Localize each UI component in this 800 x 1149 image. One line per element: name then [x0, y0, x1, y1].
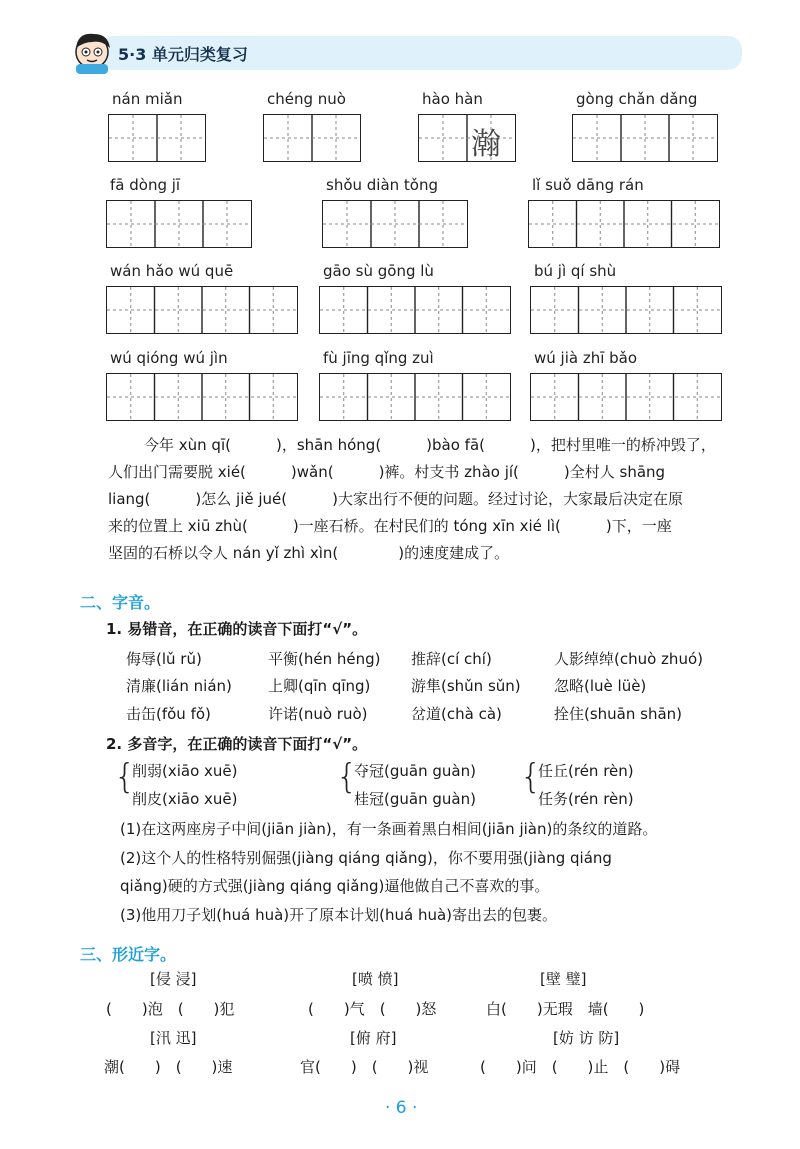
- writing-grid[interactable]: [530, 373, 722, 421]
- writing-grid[interactable]: [528, 200, 720, 248]
- answer-item[interactable]: 推辞(cí chí): [411, 650, 492, 668]
- section-title: 三、形近字。: [80, 945, 177, 964]
- pinyin-label: bú jì qí shù: [534, 262, 617, 280]
- brace-icon: {: [336, 757, 358, 797]
- page-number: · 6 ·: [385, 1098, 418, 1118]
- question-title: 1. 易错音，在正确的读音下面打“√”。: [106, 620, 368, 638]
- answer-item[interactable]: 桂冠(guān guàn): [354, 790, 476, 808]
- paragraph-line: 今年 xùn qī( )，shān hóng( )bào fā( )，把村里唯一的桥冲毁了，: [144, 436, 716, 454]
- sentence-line: (2)这个人的性格特别倔强(jiàng qiáng qiǎng)，你不要用强(jiàng qiáng: [120, 849, 612, 867]
- blank-group[interactable]: 白( )无瑕 墙( ): [486, 1000, 645, 1018]
- question-title: 2. 多音字，在正确的读音下面打“√”。: [106, 735, 368, 753]
- pinyin-label: nán miǎn: [112, 90, 183, 108]
- blank-group[interactable]: ( )气 ( )怒: [308, 1000, 437, 1018]
- answer-item[interactable]: 清廉(lián nián): [126, 677, 232, 695]
- writing-grid[interactable]: [322, 200, 468, 248]
- answer-item[interactable]: 岔道(chà cà): [411, 705, 502, 723]
- paragraph-line: 坚固的石桥以令人 nán yǐ zhì xìn( )的速度建成了。: [108, 544, 510, 562]
- writing-grid[interactable]: [530, 286, 722, 334]
- answer-item[interactable]: 侮辱(lǔ rǔ): [126, 650, 202, 668]
- pinyin-label: hào hàn: [422, 90, 483, 108]
- answer-item[interactable]: 忽略(luè lüè): [554, 677, 647, 695]
- paragraph-line: 来的位置上 xiū zhù( )一座石桥。在村民们的 tóng xīn xié lì( )下，一座: [108, 517, 672, 535]
- option-group: [侵 浸]: [150, 970, 197, 988]
- header-title: 5·3 单元归类复习: [118, 45, 248, 64]
- answer-item[interactable]: 击缶(fǒu fǒ): [126, 705, 211, 723]
- sentence-line: qiǎng)硬的方式强(jiàng qiáng qiǎng)逼他做自己不喜欢的事。: [120, 877, 550, 895]
- answer-item[interactable]: 许诺(nuò ruò): [268, 705, 368, 723]
- pinyin-label: wú qióng wú jìn: [110, 349, 228, 367]
- brace-icon: {: [114, 757, 136, 797]
- writing-grid[interactable]: [106, 373, 298, 421]
- sentence-line: (1)在这两座房子中间(jiān jiàn)，有一条画着黑白相间(jiān jiàn)的条纹的道路。: [120, 820, 658, 838]
- paragraph-line: 人们出门需要脱 xié( )wǎn( )裤。村支书 zhào jí( )全村人 shāng: [108, 463, 666, 481]
- pinyin-label: shǒu diàn tǒng: [326, 176, 439, 194]
- answer-item[interactable]: 游隼(shǔn sǔn): [411, 677, 521, 695]
- answer-item[interactable]: 任务(rén rèn): [538, 790, 634, 808]
- brace-icon: {: [520, 757, 542, 797]
- pinyin-label: chéng nuò: [267, 90, 346, 108]
- blank-group[interactable]: 官( ) ( )视: [300, 1058, 429, 1076]
- answer-item[interactable]: 削皮(xiāo xuē): [132, 790, 238, 808]
- pinyin-label: gāo sù gōng lù: [323, 262, 434, 280]
- paragraph-block: [108, 432, 716, 567]
- option-group: [壁 璧]: [540, 970, 587, 988]
- answer-item[interactable]: 人影绰绰(chuò zhuó): [554, 650, 703, 668]
- writing-grid[interactable]: [319, 286, 511, 334]
- blank-group[interactable]: ( )问 ( )止 ( )碍: [480, 1058, 681, 1076]
- sample-character: 瀚: [471, 127, 501, 162]
- option-group: [妨 访 防]: [553, 1029, 620, 1047]
- blank-group[interactable]: ( )泡 ( )犯: [106, 1000, 235, 1018]
- pinyin-label: wán hǎo wú quē: [110, 262, 234, 280]
- pinyin-label: fā dòng jī: [110, 176, 181, 194]
- pinyin-label: gòng chǎn dǎng: [576, 90, 698, 108]
- pinyin-label: wú jià zhī bǎo: [534, 349, 638, 367]
- writing-grid[interactable]: [108, 114, 206, 162]
- writing-grid[interactable]: [572, 114, 718, 162]
- answer-item[interactable]: 上卿(qīn qīng): [268, 677, 371, 695]
- writing-grid[interactable]: [106, 286, 298, 334]
- answer-item[interactable]: 平衡(hén héng): [268, 650, 381, 668]
- option-group: [汛 迅]: [150, 1029, 197, 1047]
- answer-item[interactable]: 拴住(shuān shān): [554, 705, 683, 723]
- answer-item[interactable]: 夺冠(guān guàn): [354, 762, 476, 780]
- paragraph-line: liang( )怎么 jiě jué( )大家出行不便的问题。经过讨论，大家最后决定在原: [108, 490, 683, 508]
- pinyin-label: lǐ suǒ dāng rán: [532, 176, 644, 194]
- writing-grid[interactable]: [106, 200, 252, 248]
- sentence-line: (3)他用刀子划(huá huà)开了原本计划(huá huà)寄出去的包裹。: [120, 906, 558, 924]
- pinyin-label: fù jīng qǐng zuì: [323, 349, 434, 367]
- blank-group[interactable]: 潮( ) ( )速: [104, 1058, 233, 1076]
- option-group: [俯 府]: [350, 1029, 397, 1047]
- option-group: [喷 愤]: [352, 970, 399, 988]
- section-title: 二、字音。: [80, 593, 161, 612]
- writing-grid[interactable]: [319, 373, 511, 421]
- writing-grid[interactable]: [418, 114, 516, 162]
- answer-item[interactable]: 任丘(rén rèn): [538, 762, 634, 780]
- mascot-icon: [68, 26, 118, 76]
- answer-item[interactable]: 削弱(xiāo xuē): [132, 762, 238, 780]
- writing-grid[interactable]: [263, 114, 361, 162]
